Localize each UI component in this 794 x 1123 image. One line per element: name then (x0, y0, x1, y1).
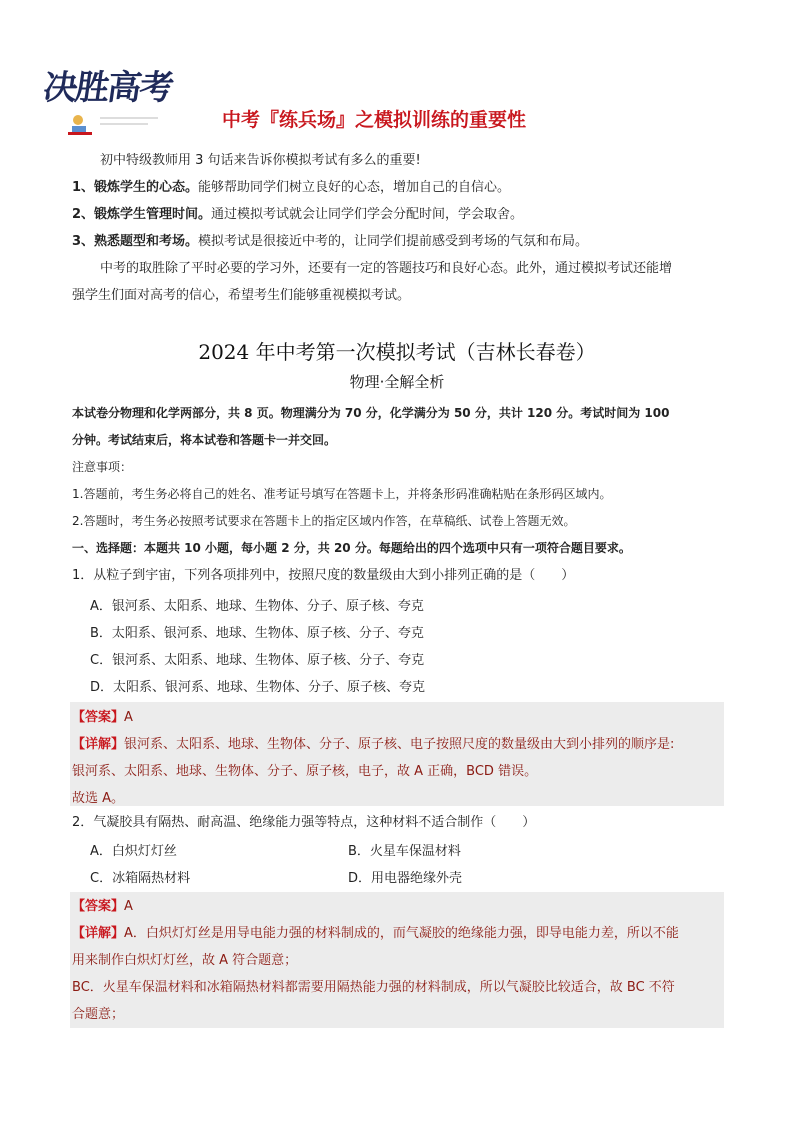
detail-text: A．白炽灯灯丝是用导电能力强的材料制成的，而气凝胶的绝缘能力强，即导电能力差，所以不能 (124, 926, 679, 941)
q2-answer (72, 895, 133, 914)
q1-stem: 1．从粒子到宇宙，下列各项排列中，按照尺度的数量级由大到小排列正确的是（ ） (72, 568, 575, 583)
answer-value: A (124, 710, 133, 725)
promo-title: 中考『练兵场』之模拟训练的重要性 (222, 109, 527, 131)
q1-detail-line1 (72, 733, 674, 752)
promo-point-2 (72, 205, 523, 225)
exam-info-line2: 分钟。考试结束后，将本试卷和答题卡一并交回。 (72, 433, 337, 447)
q2-option-a: A．白炽灯灯丝 (90, 844, 177, 859)
q1-detail-line3: 故选 A。 (72, 791, 125, 806)
note-1: 1.答题前，考生务必将自己的姓名、准考证号填写在答题卡上，并将条形码准确粘贴在条形码区域内。 (72, 487, 612, 501)
q1-option-b: B．太阳系、银河系、地球、生物体、原子核、分子、夸克 (90, 626, 424, 641)
logo (40, 60, 175, 140)
answer-tag: 【答案】 (72, 899, 125, 914)
q2-option-d: D．用电器绝缘外壳 (348, 871, 463, 886)
promo-closing-line2: 强学生们面对高考的信心，希望考生们能够重视模拟考试。 (72, 288, 411, 303)
q2-stem: 2．气凝胶具有隔热、耐高温、绝缘能力强等特点，这种材料不适合制作（ ） (72, 815, 536, 830)
q1-answer-box (70, 702, 724, 806)
promo-point-text: 能够帮助同学们树立良好的心态，增加自己的自信心。 (198, 180, 511, 195)
promo-point-text: 模拟考试是很接近中考的，让同学们提前感受到考场的气氛和布局。 (198, 234, 589, 249)
exam-subtitle: 物理·全解全析 (349, 373, 445, 391)
q1-option-c: C．银河系、太阳系、地球、生物体、原子核、分子、夸克 (90, 653, 425, 668)
promo-closing-line1: 中考的取胜除了平时必要的学习外，还要有一定的答题技巧和良好心态。此外，通过模拟考试还能增 (100, 261, 673, 276)
q1-option-d: D．太阳系、银河系、地球、生物体、分子、原子核、夸克 (90, 680, 426, 695)
exam-info-line1: 本试卷分物理和化学两部分，共 8 页。物理满分为 70 分，化学满分为 50 分，共计 120 分。考试时间为 100 (72, 406, 670, 420)
promo-intro: 初中特级教师用 3 句话来告诉你模拟考试有多么的重要! (100, 153, 421, 168)
q2-detail-line4: 合题意； (72, 1007, 125, 1022)
answer-value: A (124, 899, 133, 914)
promo-point-3 (72, 232, 588, 252)
exam-title: 2024 年中考第一次模拟考试（吉林长春卷） (198, 340, 596, 364)
q1-answer (72, 706, 133, 725)
note-2: 2.答题时，考生务必按照考试要求在答题卡上的指定区域内作答，在草稿纸、试卷上答题无效。 (72, 514, 576, 528)
detail-text: 银河系、太阳系、地球、生物体、分子、原子核、电子按照尺度的数量级由大到小排列的顺序是: (124, 737, 675, 752)
q2-detail-line2: 用来制作白炽灯灯丝，故 A 符合题意； (72, 953, 298, 968)
detail-tag: 【详解】 (72, 737, 125, 752)
q2-option-c: C．冰箱隔热材料 (90, 871, 191, 886)
notes-heading: 注意事项： (72, 460, 133, 474)
logo-text: 决胜高考 (40, 68, 175, 108)
q2-detail-line3: BC．火星车保温材料和冰箱隔热材料都需要用隔热能力强的材料制成，所以气凝胶比较适合，故 BC 不符 (72, 980, 675, 995)
q2-option-b: B．火星车保温材料 (348, 844, 461, 859)
q1-detail-line2: 银河系、太阳系、地球、生物体、分子、原子核，电子，故 A 正确，BCD 错误。 (72, 764, 538, 779)
q2-detail-line1 (72, 922, 679, 941)
promo-point-head: 3、熟悉题型和考场。 (72, 234, 199, 249)
answer-tag: 【答案】 (72, 710, 125, 725)
logo-illustration-icon (58, 108, 168, 138)
section-heading: 一、选择题：本题共 10 小题，每小题 2 分，共 20 分。每题给出的四个选项中只有一项符合题目要求。 (72, 541, 631, 555)
promo-point-head: 2、锻炼学生管理时间。 (72, 207, 212, 222)
promo-point-text: 通过模拟考试就会让同学们学会分配时间，学会取舍。 (211, 207, 524, 222)
promo-point-1 (72, 178, 510, 198)
promo-point-head: 1、锻炼学生的心态。 (72, 180, 199, 195)
q1-option-a: A．银河系、太阳系、地球、生物体、分子、原子核、夸克 (90, 599, 424, 614)
detail-tag: 【详解】 (72, 926, 125, 941)
